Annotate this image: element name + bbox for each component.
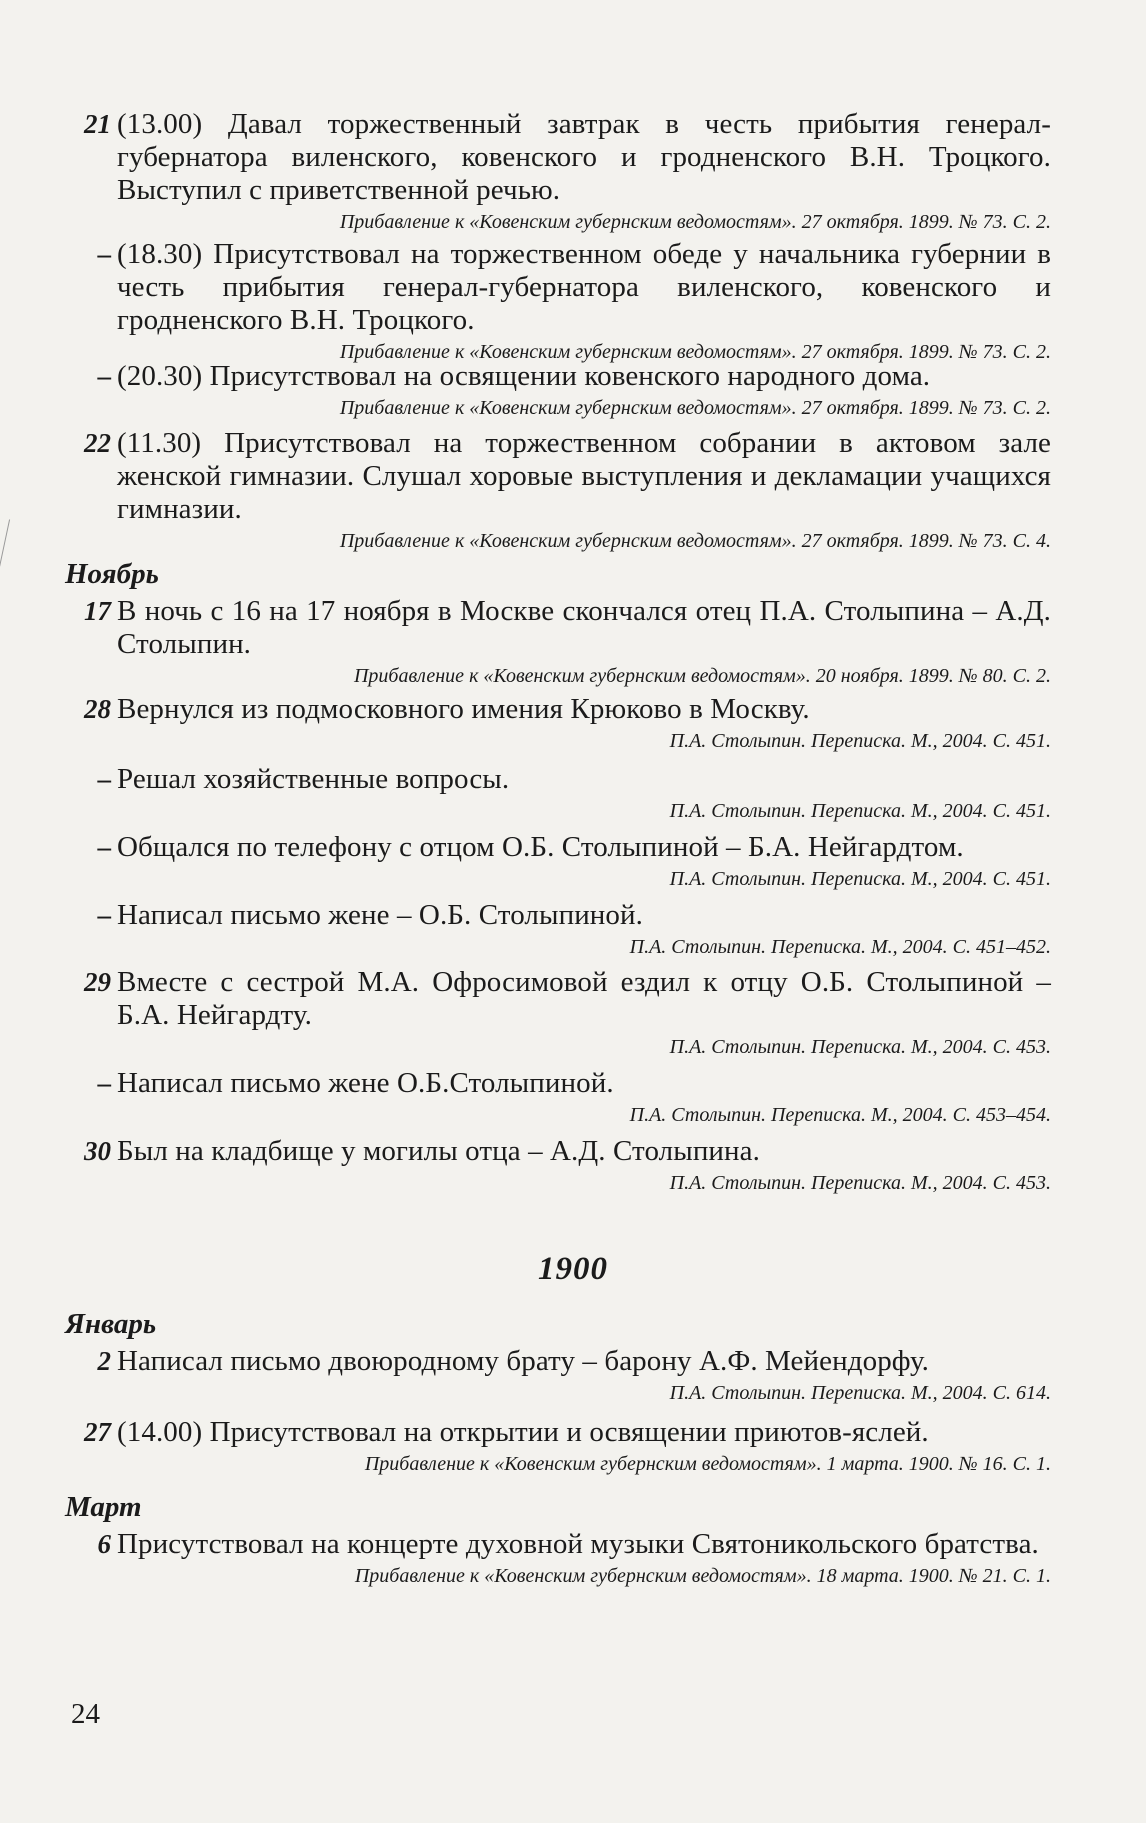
entry-source: П.А. Столыпин. Переписка. М., 2004. С. 451–452. [629,936,1051,958]
entry-text: Вместе с сестрой М.А. Офросимовой ездил к отцу О.Б. Столыпиной – Б.А. Нейгардту. [117,966,1051,1031]
entry-text: (11.30) Присутствовал на торжественном собрании в актовом зале женской гимназии. Слушал хоровые выступления и декламации учащихся гимназии. [117,427,1051,525]
entry-source: Прибавление к «Ковенским губернским ведомостям». 27 октября. 1899. № 73. С. 2. [339,211,1051,233]
entry-day: 30 [84,1136,111,1166]
entry-dash: – [97,832,111,862]
month-heading-march: Март [65,1491,142,1523]
entry-text: Был на кладбище у могилы отца – А.Д. Столыпина. [117,1135,760,1167]
entry-source: Прибавление к «Ковенским губернским ведомостям». 27 октября. 1899. № 73. С. 2. [339,341,1051,363]
chronicle-entry [65,360,1051,421]
entry-source: Прибавление к «Ковенским губернским ведомостям». 1 марта. 1900. № 16. С. 1. [364,1453,1051,1475]
entry-day: 2 [97,1346,111,1376]
chronicle-entry [65,763,1051,824]
chronicle-entry [65,693,1051,754]
chronicle-entry [65,899,1051,960]
entry-text: (13.00) Давал торжественный завтрак в честь прибытия генерал-губернатора виленского, ковенского и гродненского В.Н. Троцкого. Выступил с приветственной речью. [117,108,1051,206]
entry-dash: – [97,764,111,794]
entry-source: П.А. Столыпин. Переписка. М., 2004. С. 451. [669,730,1051,752]
entry-day: 22 [84,428,111,458]
entry-source: П.А. Столыпин. Переписка. М., 2004. С. 451. [669,800,1051,822]
entry-source: П.А. Столыпин. Переписка. М., 2004. С. 453. [669,1036,1051,1058]
entry-text: Написал письмо жене О.Б.Столыпиной. [117,1067,614,1099]
page-number: 24 [71,1698,100,1730]
month-heading-january: Январь [65,1308,157,1340]
entry-day: 17 [84,596,111,626]
entry-source: Прибавление к «Ковенским губернским ведомостям». 20 ноября. 1899. № 80. С. 2. [353,665,1051,687]
entry-text: Вернулся из подмосковного имения Крюково в Москву. [117,693,810,725]
chronicle-entry [65,1528,1051,1589]
margin-pencil-mark [0,519,20,568]
entry-source: П.А. Столыпин. Переписка. М., 2004. С. 453. [669,1172,1051,1194]
entry-day: 27 [84,1417,111,1447]
entry-dash: – [97,1068,111,1098]
chronicle-entry [65,1345,1051,1406]
chronicle-entry [65,595,1051,689]
entry-source: П.А. Столыпин. Переписка. М., 2004. С. 614. [669,1382,1051,1404]
chronicle-entry [65,238,1051,365]
entry-text: Написал письмо двоюродному брату – барону А.Ф. Мейендорфу. [117,1345,930,1377]
chronicle-entry [65,1416,1051,1477]
entry-text: (18.30) Присутствовал на торжественном обеде у начальника губернии в честь прибытия генерал-губернатора виленского, ковенского и гродненского В.Н. Троцкого. [117,238,1051,336]
entry-source: Прибавление к «Ковенским губернским ведомостям». 27 октября. 1899. № 73. С. 2. [339,397,1051,419]
entry-text: Общался по телефону с отцом О.Б. Столыпиной – Б.А. Нейгардтом. [117,831,964,863]
entry-dash: – [97,361,111,391]
entry-source: Прибавление к «Ковенским губернским ведомостям». 27 октября. 1899. № 73. С. 4. [339,530,1051,552]
chronicle-entry [65,831,1051,892]
chronicle-entry [65,966,1051,1060]
chronicle-entry [65,1135,1051,1196]
entry-text: Написал письмо жене – О.Б. Столыпиной. [117,899,643,931]
entry-text: (14.00) Присутствовал на открытии и освящении приютов-яслей. [117,1416,929,1448]
entry-day: 28 [84,694,111,724]
year-heading: 1900 [538,1251,608,1287]
entry-dash: – [97,239,111,269]
entry-source: П.А. Столыпин. Переписка. М., 2004. С. 451. [669,868,1051,890]
chronicle-entry [65,427,1051,554]
entry-day: 6 [97,1529,111,1559]
entry-text: (20.30) Присутствовал на освящении ковенского народного дома. [117,360,931,392]
entry-source: П.А. Столыпин. Переписка. М., 2004. С. 453–454. [629,1104,1051,1126]
chronicle-entry [65,1067,1051,1128]
entry-day: 29 [84,967,111,997]
entry-text: Решал хозяйственные вопросы. [117,763,510,795]
entry-text: В ночь с 16 на 17 ноября в Москве скончался отец П.А. Столыпина – А.Д. Столыпин. [117,595,1051,660]
month-heading-november: Ноябрь [65,558,159,590]
entry-day: 21 [84,109,111,139]
entry-source: Прибавление к «Ковенским губернским ведомостям». 18 марта. 1900. № 21. С. 1. [354,1565,1051,1587]
entry-dash: – [97,900,111,930]
chronicle-entry [65,108,1051,235]
entry-text: Присутствовал на концерте духовной музыки Святоникольского братства. [117,1528,1039,1560]
